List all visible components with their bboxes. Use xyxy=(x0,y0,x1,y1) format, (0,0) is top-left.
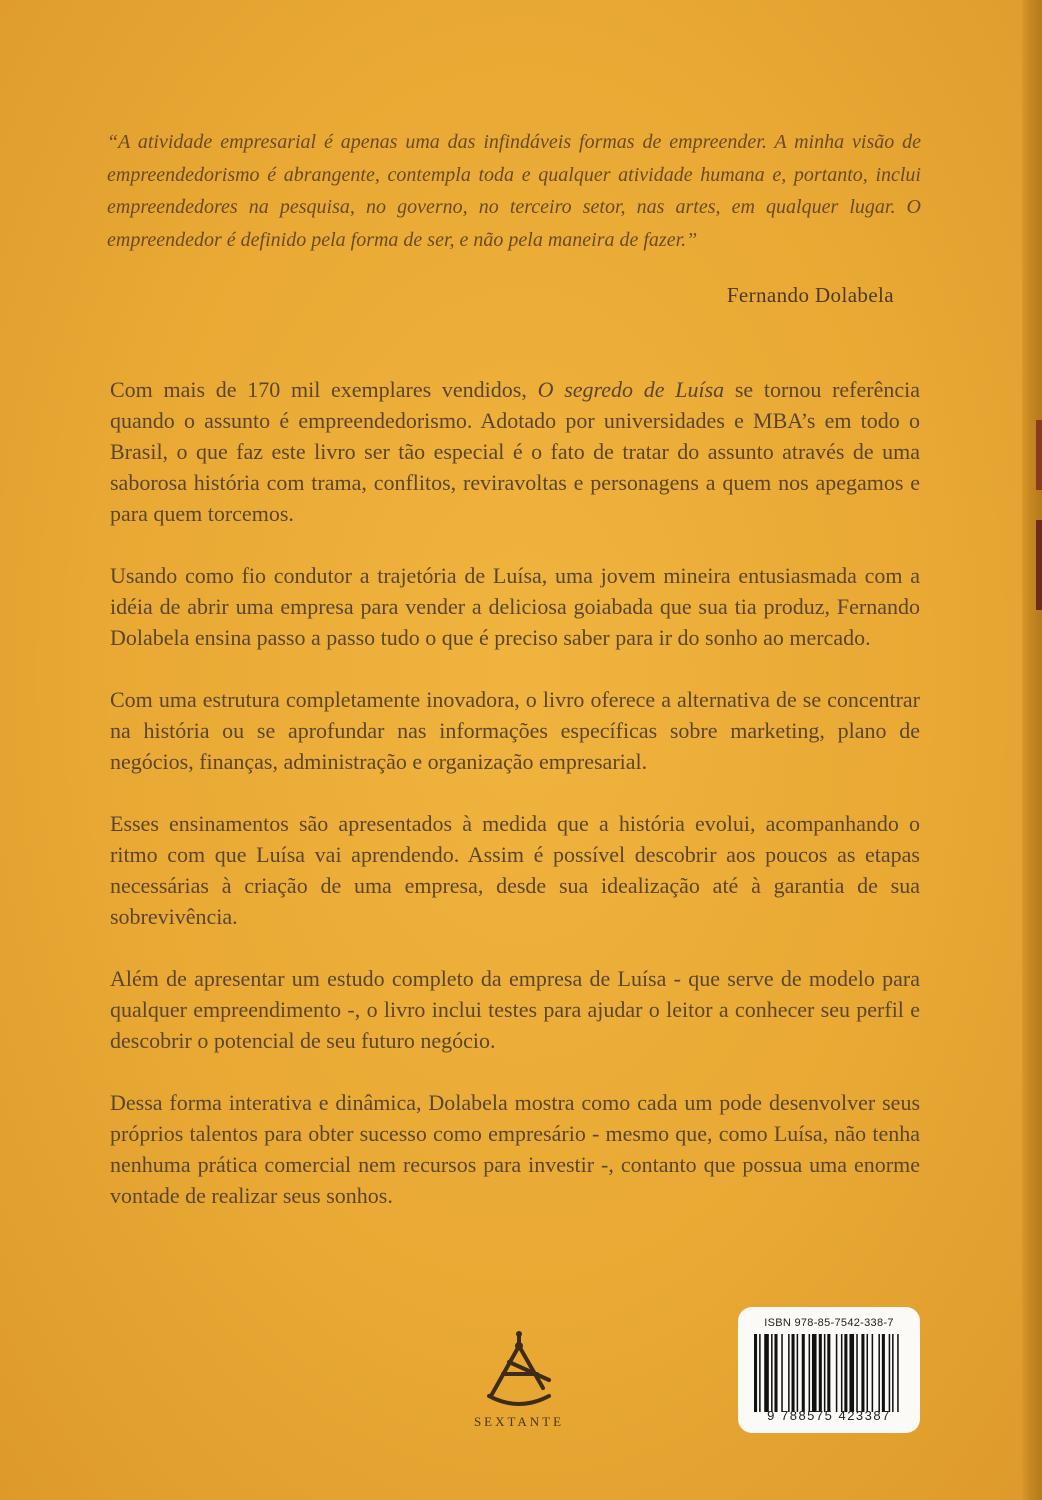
barcode-bar xyxy=(812,1334,817,1412)
barcode-bar xyxy=(797,1334,799,1412)
blurb-text: se tornou referência quando o assunto é empreendedorismo. Adotado por universidades e MBA’s em todo o Brasil, o que faz este livro ser tão especial é o fato de tratar do assunto através de uma saborosa história com trama, conflitos, reviravoltas e personagens a quem nos apegamos e para quem torcemos. xyxy=(110,377,920,526)
blurb-paragraph: Além de apresentar um estudo completo da empresa de Luísa - que serve de modelo para qualquer empreendimento -, o livro inclui testes para ajudar o leitor a conhecer seu perfil e descobrir o potencial de seu futuro negócio. xyxy=(110,966,920,1053)
barcode-bar xyxy=(841,1334,843,1412)
blurb-paragraph: Com uma estrutura completamente inovadora, o livro oferece a alternativa de se concentrar na história ou se aprofundar nas informações específicas sobre marketing, plano de negócios, finanças, administração e organização empresarial. xyxy=(110,687,920,774)
barcode-bar xyxy=(836,1334,838,1412)
blurb xyxy=(110,374,920,1242)
publisher-logo xyxy=(461,1330,577,1440)
barcode-bar xyxy=(819,1334,822,1412)
barcode-label xyxy=(738,1307,920,1433)
barcode-bar xyxy=(792,1334,795,1412)
barcode-bar xyxy=(759,1334,761,1412)
barcode-bar xyxy=(844,1334,847,1412)
barcode-bar xyxy=(781,1334,783,1412)
spine-band xyxy=(1036,520,1042,610)
barcode-bar xyxy=(872,1334,874,1412)
barcode-bar xyxy=(827,1334,830,1412)
isbn-label: ISBN 978-85-7542-338-7 xyxy=(764,1317,894,1329)
barcode-bar xyxy=(754,1334,757,1412)
blurb-paragraph xyxy=(110,374,920,529)
barcode-bar xyxy=(824,1334,826,1412)
spine-band xyxy=(1036,420,1042,490)
barcode-bar xyxy=(764,1334,769,1412)
sextant-icon xyxy=(479,1330,559,1410)
barcode-bar xyxy=(897,1334,899,1412)
quote-author: Fernando Dolabela xyxy=(726,283,894,307)
epigraph-quote: “A atividade empresarial é apenas uma das infindáveis formas de empreender. A minha visão de empreendedorismo é abrangente, contempla toda e qualquer atividade humana e, portanto, inclui empreendedores na pesquisa, no governo, no terceiro setor, nas artes, em qualquer lugar. O empreendedor é definido pela forma de ser, e não pela maneira de fazer.” xyxy=(107,131,921,251)
book-title-italic: O segredo de Luísa xyxy=(537,377,725,402)
barcode-bar xyxy=(878,1334,880,1412)
barcode-bar xyxy=(809,1334,811,1412)
barcode-bar xyxy=(788,1334,790,1412)
barcode-bar xyxy=(882,1334,885,1412)
barcode-digits: 9 788575 423387 xyxy=(767,1408,891,1423)
barcode-bar xyxy=(892,1334,894,1412)
barcode-bar xyxy=(771,1334,773,1412)
spine-edge xyxy=(1022,0,1042,1500)
barcode-bar xyxy=(856,1334,858,1412)
barcode-bar xyxy=(867,1334,869,1412)
blurb-paragraph: Dessa forma interativa e dinâmica, Dolabela mostra como cada um pode desenvolver seus próprios talentos para obter sucesso como empresário - mesmo que, como Luísa, não tenha nenhuma prática comercial nem recursos para investir -, contanto que possua uma enorme vontade de realizar seus sonhos. xyxy=(110,1090,920,1208)
barcode-bar xyxy=(802,1334,805,1412)
barcode-bar xyxy=(861,1334,864,1412)
blurb-paragraph: Usando como fio condutor a trajetória de Luísa, uma jovem mineira entusiasmada com a idéia de abrir uma empresa para vender a deliciosa goiabada que sua tia produz, Fernando Dolabela ensina passo a passo tudo o que é preciso saber para ir do sonho ao mercado. xyxy=(110,563,920,650)
barcode-bar xyxy=(849,1334,854,1412)
blurb-paragraph: Esses ensinamentos são apresentados à medida que a história evolui, acompanhando o ritmo com que Luísa vai aprendendo. Assim é possível descobrir aos poucos as etapas necessárias à criação de uma empresa, desde sua idealização até à garantia de sua sobrevivência. xyxy=(110,811,920,929)
publisher-name: SEXTANTE xyxy=(473,1414,565,1429)
barcode-bars xyxy=(754,1334,904,1412)
barcode-bar xyxy=(774,1334,777,1412)
barcode-bar xyxy=(889,1334,891,1412)
blurb-text: Com mais de 170 mil exemplares vendidos, xyxy=(110,377,538,402)
